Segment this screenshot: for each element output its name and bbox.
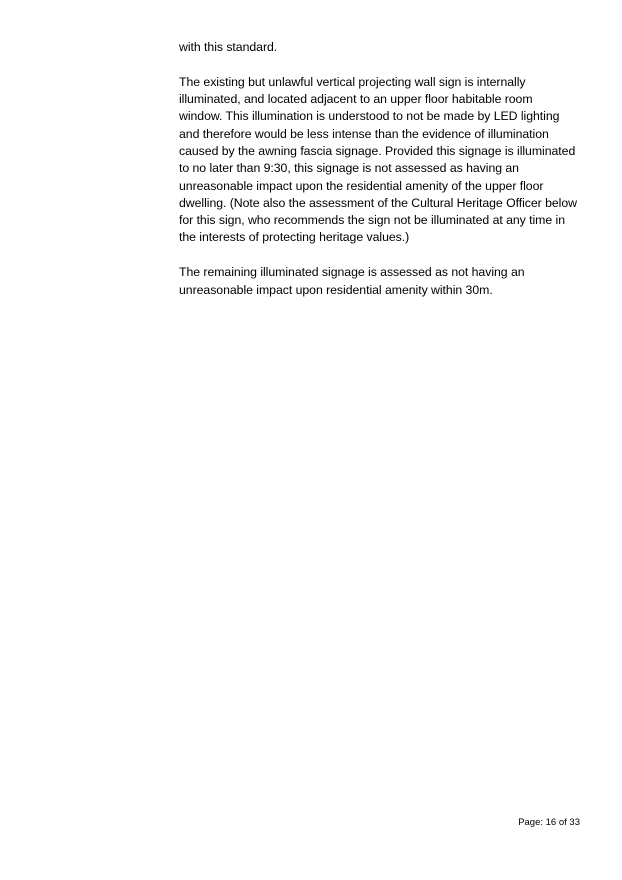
paragraph-remaining-signage: The remaining illuminated signage is assessed as not having an unreasonable impact upon residential amenity within 30m.	[179, 265, 525, 297]
paragraph-projecting-sign: The existing but unlawful vertical projecting wall sign is internally illuminated, and located adjacent to an upper floor habitable room window. This illumination is understood to not be made by LED lighting and therefore would be less intense than the evidence of illumination caused by the awning fascia signage. Provided this signage is illuminated to no later than 9:30, this signage is not assessed as having an unreasonable impact upon the residential amenity of the upper floor dwelling. (Note also the assessment of the Cultural Heritage Officer below for this sign, who recommends the sign not be illuminated at any time in the interests of protecting heritage values.)	[179, 74, 577, 245]
paragraph-continuation: with this standard.	[179, 40, 278, 54]
document-body	[179, 39, 589, 299]
page-number: Page: 16 of 33	[518, 817, 580, 828]
